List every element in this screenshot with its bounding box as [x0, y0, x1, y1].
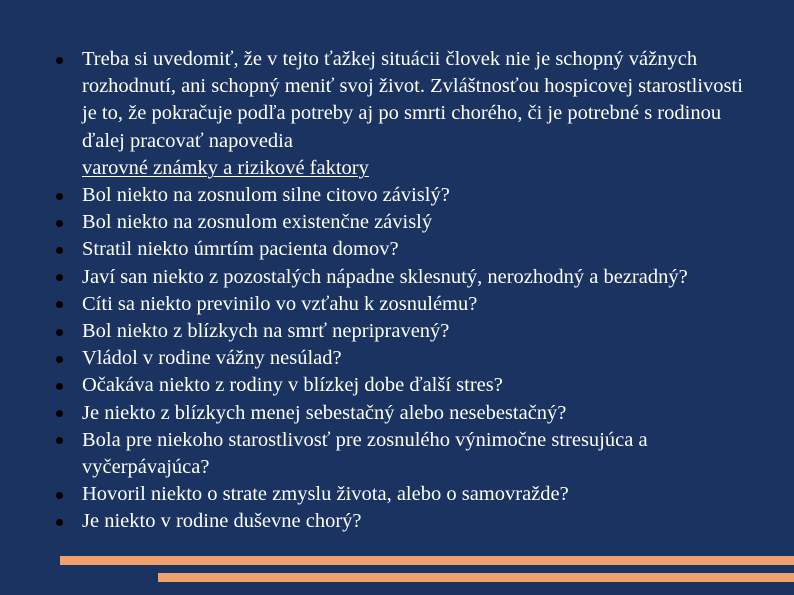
underlined-link-text: varovné známky a rizikové faktory: [82, 156, 369, 179]
bullet-list: [52, 46, 752, 536]
bullet-icon: [56, 301, 63, 308]
bullet-text: Bol niekto z blízkych na smrť nepripravený?: [82, 320, 450, 343]
bullet-text: Hovoril niekto o strate zmyslu života, alebo o samovražde?: [82, 483, 569, 506]
list-item: [52, 481, 752, 508]
bullet-text: Bola pre niekoho starostlivosť pre zosnulého výnimočne stresujúca a vyčerpávajúca?: [82, 428, 648, 479]
list-item: [52, 318, 752, 345]
bullet-icon: [56, 437, 63, 444]
bullet-icon: [56, 383, 63, 390]
list-item: [52, 264, 752, 291]
bullet-icon: [56, 220, 63, 227]
bullet-icon: [56, 356, 63, 363]
list-item: [52, 236, 752, 263]
bullet-text: Očakáva niekto z rodiny v blízkej dobe ďalší stres?: [82, 374, 503, 397]
accent-bar-bottom: [158, 573, 794, 582]
bullet-icon: [56, 274, 63, 281]
list-item: [52, 46, 752, 182]
list-item: [52, 209, 752, 236]
bullet-text: Vládol v rodine vážny nesúlad?: [82, 347, 342, 370]
bullet-icon: [56, 492, 63, 499]
bullet-text: Bol niekto na zosnulom silne citovo závislý?: [82, 184, 450, 207]
bullet-text: Treba si uvedomiť, že v tejto ťažkej situácii človek nie je schopný vážnych rozhodnutí, ani schopný meniť svoj život. Zvláštnosťou hospicovej starostlivosti je to, že pokračuje podľa potreby aj po smrti chorého, či je potrebné s rodinou ďalej pracovať napovedia: [82, 48, 743, 152]
bullet-icon: [56, 329, 63, 336]
bullet-text: Bol niekto na zosnulom existenčne závislý: [82, 211, 433, 234]
list-item: [52, 508, 752, 535]
accent-bar-top: [60, 556, 794, 565]
bullet-text: Je niekto v rodine duševne chorý?: [82, 510, 362, 533]
list-item: [52, 427, 752, 481]
bullet-icon: [56, 410, 63, 417]
bullet-icon: [56, 57, 63, 64]
bullet-icon: [56, 193, 63, 200]
bullet-text: Je niekto z blízkych menej sebestačný alebo nesebestačný?: [82, 401, 567, 424]
list-item: [52, 345, 752, 372]
bullet-icon: [56, 247, 63, 254]
list-item: [52, 400, 752, 427]
bullet-text: Stratil niekto úmrtím pacienta domov?: [82, 238, 399, 261]
bullet-text: Javí san niekto z pozostalých nápadne sklesnutý, nerozhodný a bezradný?: [82, 265, 688, 288]
bullet-text: Cíti sa niekto previnilo vo vzťahu k zosnulému?: [82, 292, 478, 315]
list-item: [52, 291, 752, 318]
list-item: [52, 372, 752, 399]
list-item: [52, 182, 752, 209]
bullet-icon: [56, 519, 63, 526]
